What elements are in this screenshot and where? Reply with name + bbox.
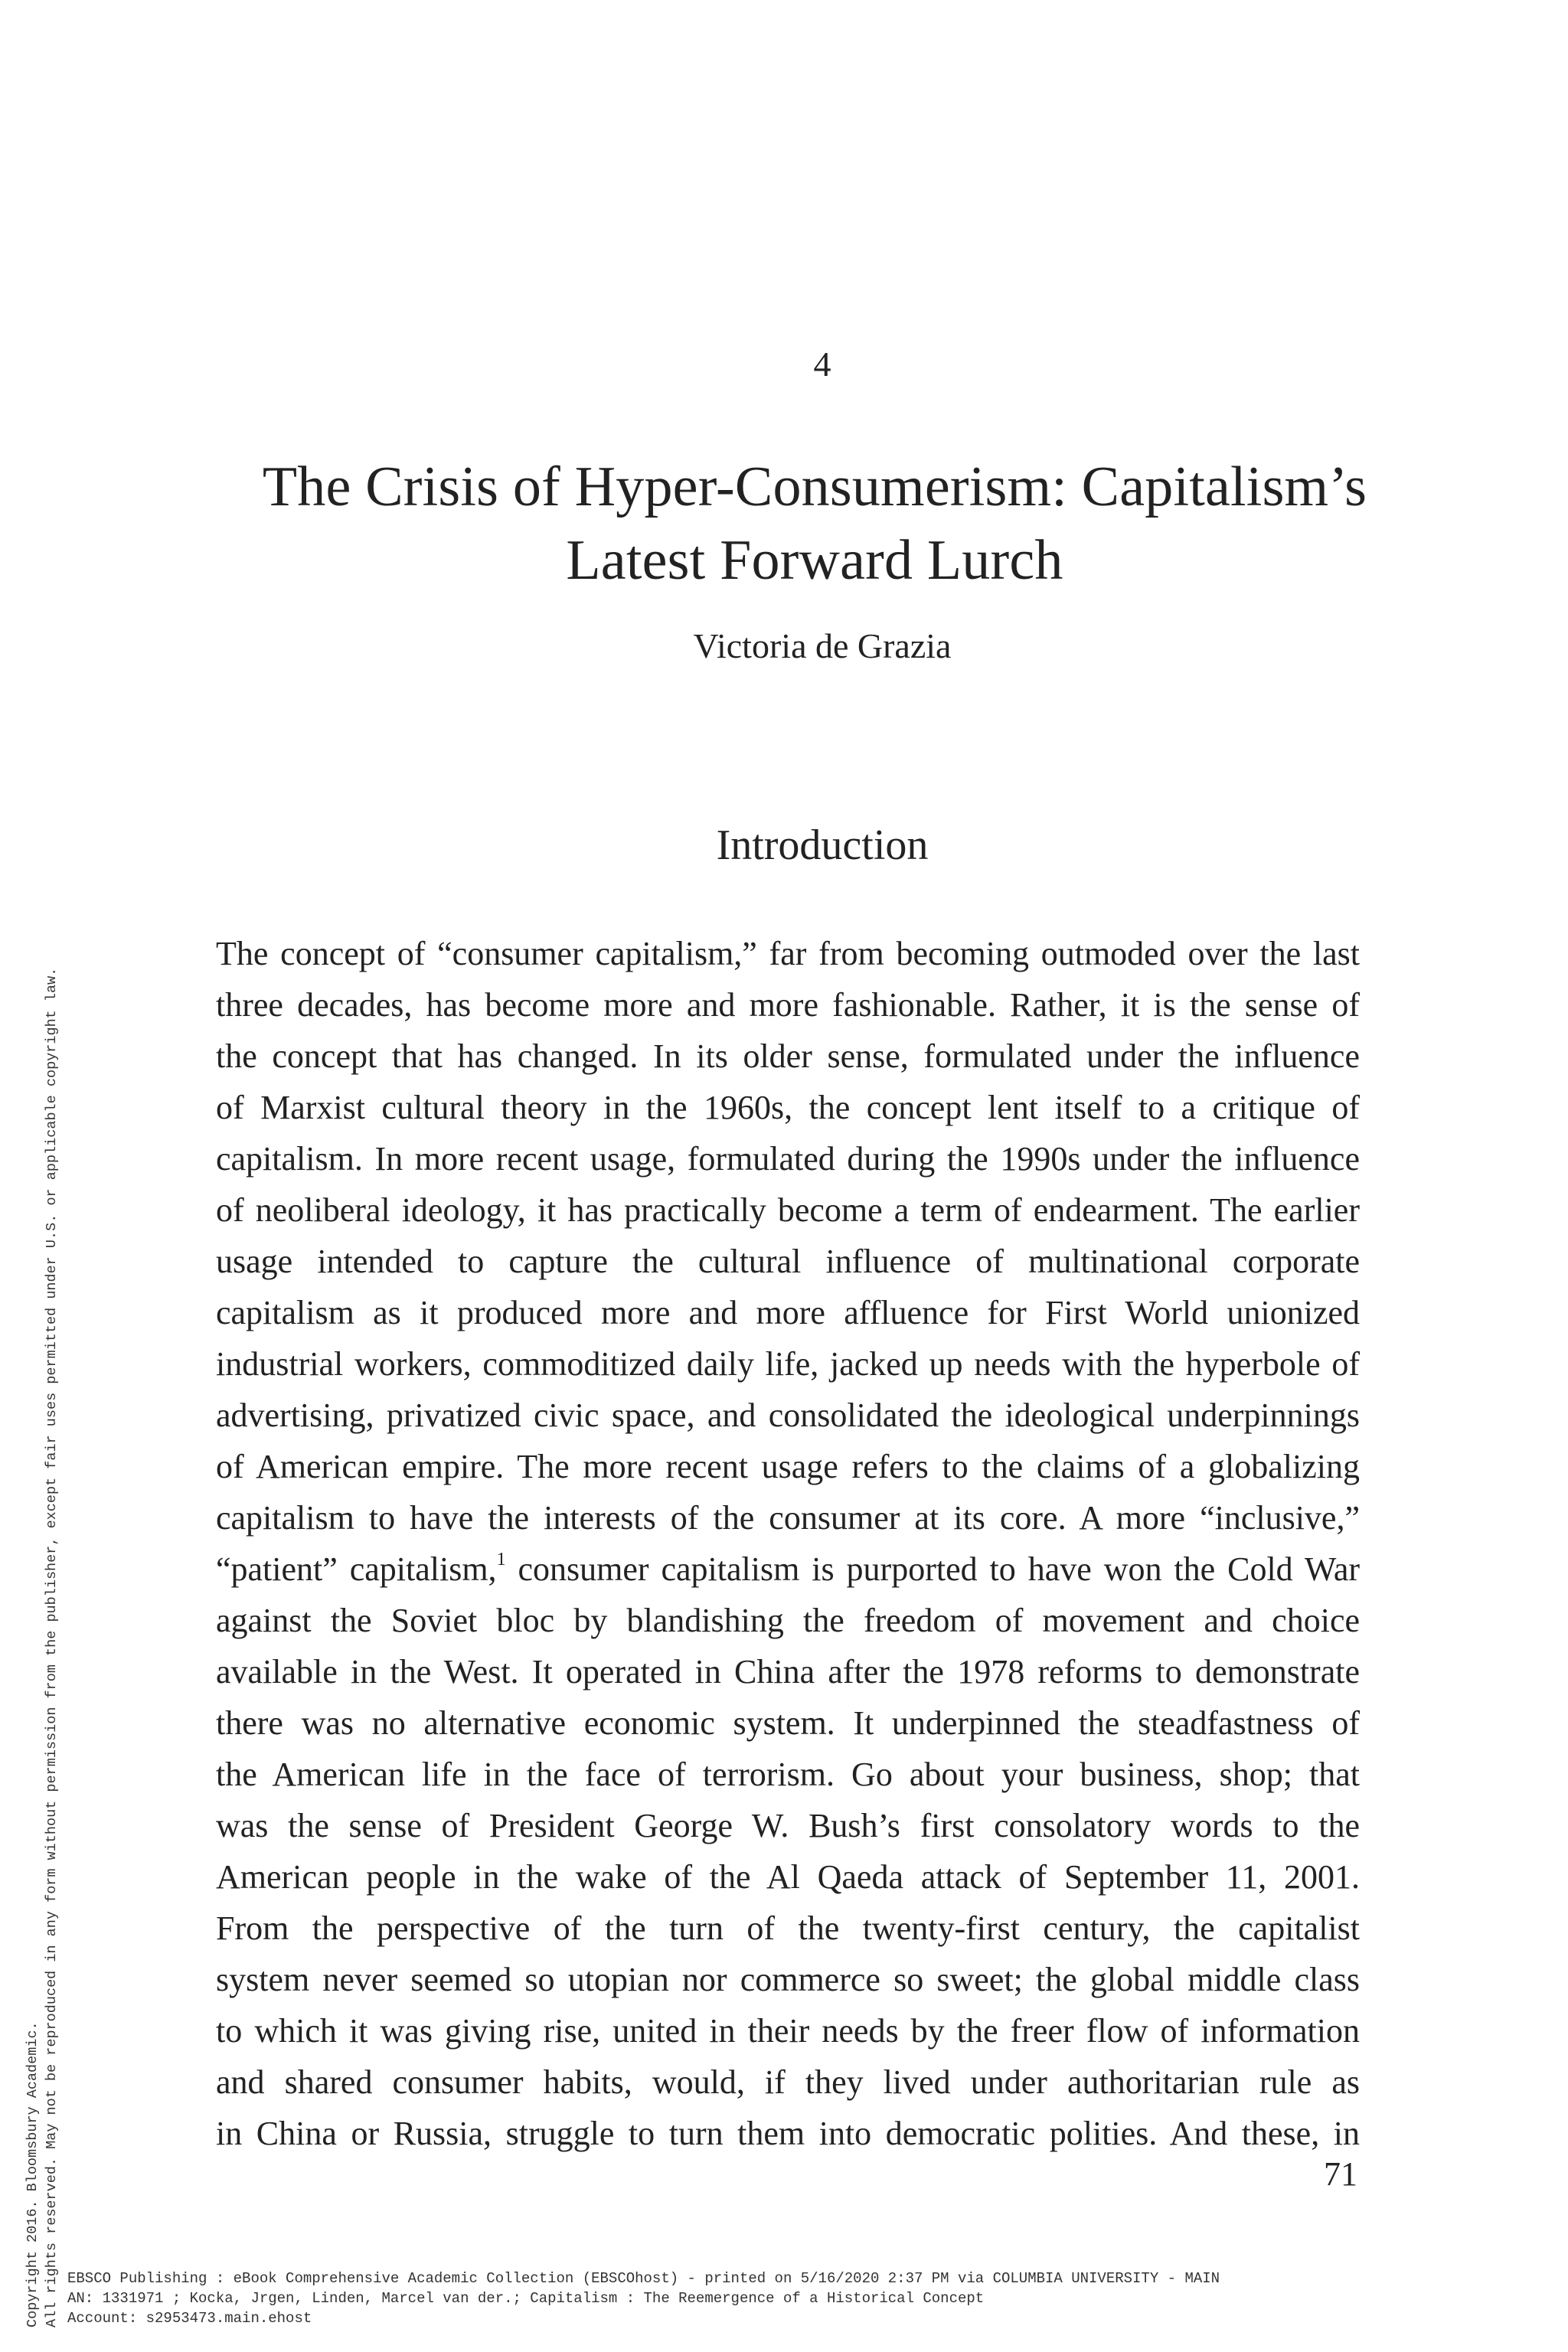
body-line: capitalism to have the interests of the consumer at its core. A more “inclusive,” (216, 1499, 1360, 1537)
ebsco-line-1: EBSCO Publishing : eBook Comprehensive Academic Collection (EBSCOhost) - printed on 5/16/2020 2:37 PM via COLUMBIA UNIVERSITY - MAIN (67, 2270, 1220, 2287)
copyright-notice (23, 968, 61, 2328)
copyright-line-1: Copyright 2016. Bloomsbury Academic. (24, 2021, 41, 2328)
body-line: there was no alternative economic system. It underpinned the steadfastness of (216, 1704, 1360, 1742)
body-line: usage intended to capture the cultural influence of multinational corporate (216, 1243, 1360, 1280)
chapter-title (176, 450, 1453, 597)
section-heading: Introduction (716, 822, 929, 869)
ebsco-line-3: Account: s2953473.main.ehost (67, 2310, 312, 2327)
body-line: in China or Russia, struggle to turn them into democratic polities. And these, in (216, 2115, 1360, 2152)
body-line: capitalism as it produced more and more affluence for First World unionized (216, 1294, 1360, 1331)
body-line: and shared consumer habits, would, if they lived under authoritarian rule as (216, 2063, 1360, 2101)
body-line: of neoliberal ideology, it has practically become a term of endearment. The earlier (216, 1191, 1360, 1229)
body-line: The concept of “consumer capitalism,” far from becoming outmoded over the last (216, 935, 1360, 972)
body-line: of Marxist cultural theory in the 1960s, the concept lent itself to a critique of (216, 1089, 1360, 1126)
body-line: available in the West. It operated in China after the 1978 reforms to demonstrate (216, 1653, 1360, 1690)
body-line-rest: consumer capitalism is purported to have won the Cold War (518, 1550, 1361, 1588)
ebsco-line-2: AN: 1331971 ; Kocka, Jrgen, Linden, Marcel van der.; Capitalism : The Reemergence of a Historical Concept (67, 2290, 985, 2307)
body-line: the American life in the face of terrorism. Go about your business, shop; that (216, 1756, 1360, 1793)
chapter-author: Victoria de Grazia (693, 626, 952, 665)
body-line: of American empire. The more recent usage refers to the claims of a globalizing (216, 1448, 1360, 1485)
body-line: industrial workers, commoditized daily life, jacked up needs with the hyperbole of (216, 1345, 1360, 1383)
body-line: American people in the wake of the Al Qaeda attack of September 11, 2001. (216, 1858, 1360, 1896)
body-line: capitalism. In more recent usage, formulated during the 1990s under the influence (216, 1140, 1360, 1178)
copyright-line-2: All rights reserved. May not be reproduced in any form without permission from the publisher, except fair uses permitted under U.S. or applicable copyright law. (44, 967, 60, 2328)
body-line: From the perspective of the turn of the twenty-first century, the capitalist (216, 1909, 1360, 1947)
body-line: was the sense of President George W. Bush’s first consolatory words to the (216, 1807, 1360, 1844)
page-number: 71 (1324, 2155, 1357, 2193)
body-line: against the Soviet bloc by blandishing the freedom of movement and choice (216, 1602, 1360, 1639)
body-line: to which it was giving rise, united in their needs by the freer flow of information (216, 2012, 1360, 2050)
chapter-title-line-1: The Crisis of Hyper-Consumerism: Capitalism’s (262, 456, 1367, 518)
footnote-reference[interactable]: 1 (496, 1550, 506, 1570)
body-paragraph (216, 928, 1360, 2159)
chapter-number: 4 (813, 345, 831, 384)
body-line-with-footnote (216, 1544, 1360, 1595)
body-line: three decades, has become more and more fashionable. Rather, it is the sense of (216, 986, 1360, 1024)
body-line: the concept that has changed. In its older sense, formulated under the influence (216, 1037, 1360, 1075)
ebsco-footer (67, 2269, 1220, 2328)
body-line: advertising, privatized civic space, and consolidated the ideological underpinnings (216, 1396, 1360, 1434)
chapter-title-line-2: Latest Forward Lurch (566, 529, 1063, 592)
body-line: system never seemed so utopian nor commerce so sweet; the global middle class (216, 1961, 1360, 1998)
body-line-prefix: “patient” capitalism, (216, 1550, 497, 1588)
